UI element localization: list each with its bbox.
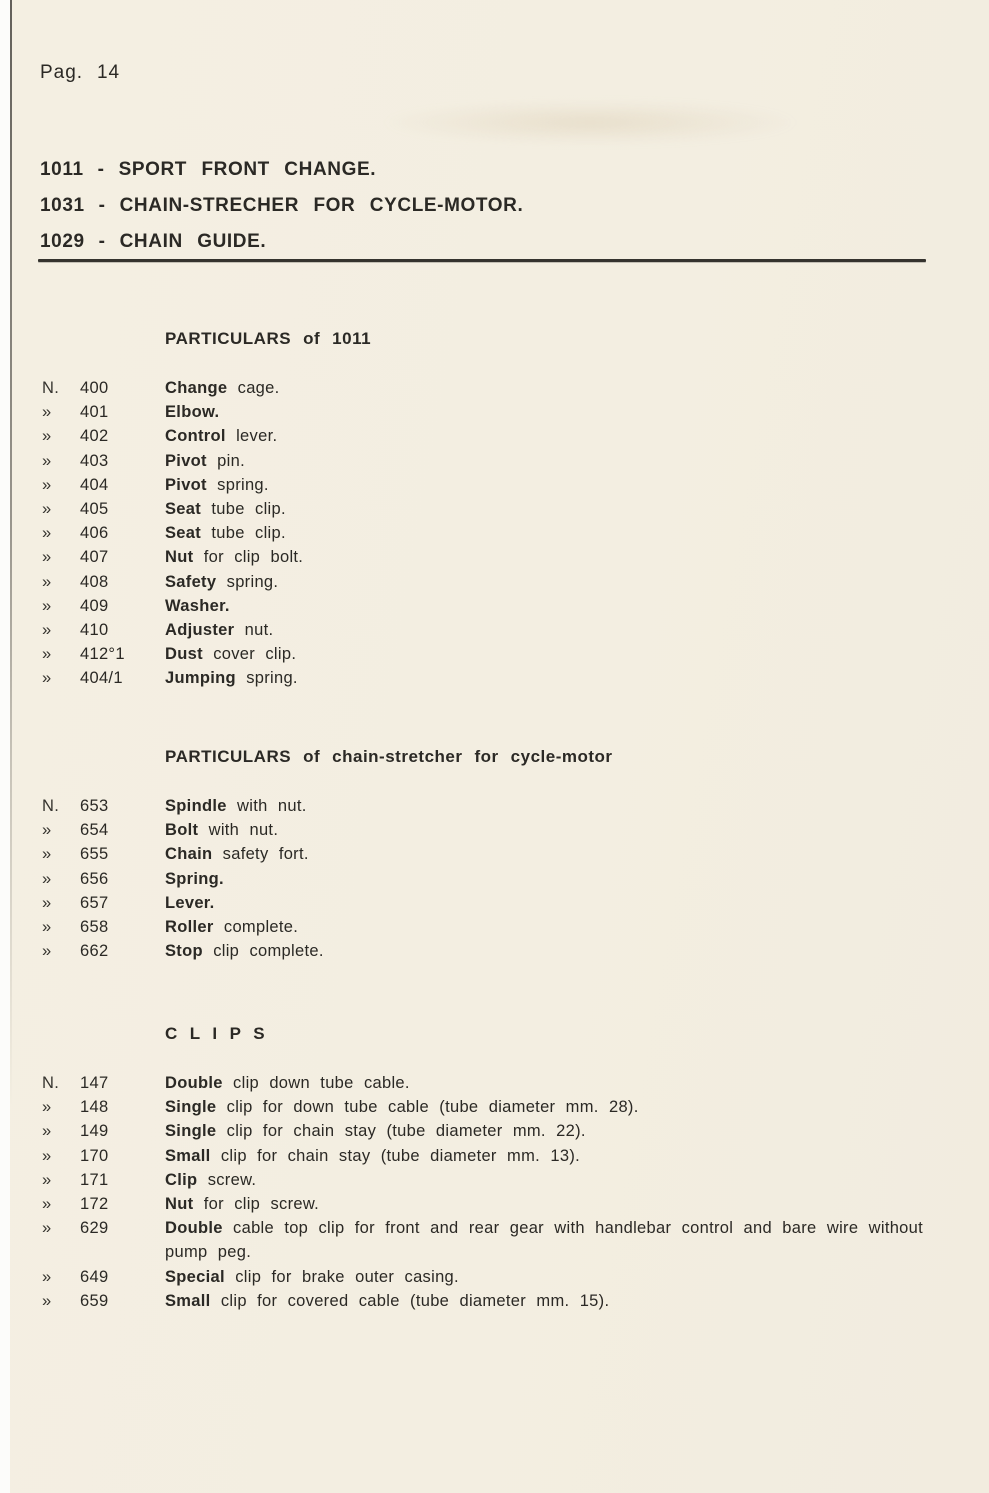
parts-list xyxy=(42,794,942,963)
part-description: Safety spring. xyxy=(165,572,279,591)
row-marker: » xyxy=(42,524,52,543)
part-description: Double clip down tube cable. xyxy=(165,1074,410,1092)
part-number: 148 xyxy=(80,1098,109,1117)
row-marker: » xyxy=(42,893,52,912)
part-description: Double cable top clip for front and rear gear with handlebar control and bare wire without pump peg. xyxy=(165,1219,924,1262)
section-particulars-chain-stretcher xyxy=(42,747,942,963)
section-particulars-1011 xyxy=(42,329,942,691)
catalog-entry-number: 1011 xyxy=(40,159,84,180)
part-description: Spindle with nut. xyxy=(165,797,307,815)
catalog-entry-number: 1031 xyxy=(40,195,85,216)
row-marker: » xyxy=(42,1146,52,1165)
header-divider-rule xyxy=(38,259,926,262)
part-description: Washer. xyxy=(165,596,230,615)
catalog-entry-number: 1029 xyxy=(40,231,85,252)
parts-row xyxy=(42,570,942,594)
parts-row xyxy=(42,891,942,915)
parts-row xyxy=(42,794,942,818)
document-header xyxy=(40,159,523,267)
section-heading: PARTICULARS of 1011 xyxy=(165,329,372,348)
part-description: Adjuster nut. xyxy=(165,621,274,640)
catalog-entry xyxy=(40,195,523,231)
parts-row xyxy=(42,618,942,642)
part-description: Roller complete. xyxy=(165,918,299,937)
row-marker: » xyxy=(42,1122,52,1141)
part-description: Clip screw. xyxy=(165,1170,257,1189)
part-description: Lever. xyxy=(165,893,215,912)
parts-list xyxy=(42,1071,942,1313)
scan-edge-strip xyxy=(0,0,10,1493)
part-description: Seat tube clip. xyxy=(165,500,286,519)
scan-edge-line xyxy=(10,0,12,1165)
catalog-entry xyxy=(40,159,523,195)
part-description: Elbow. xyxy=(165,403,220,422)
row-marker: » xyxy=(42,669,52,688)
part-number: 149 xyxy=(80,1122,109,1141)
row-marker: » xyxy=(42,1267,52,1286)
part-description: Dust cover clip. xyxy=(165,645,297,664)
part-number: 656 xyxy=(80,869,109,888)
row-marker: » xyxy=(42,572,52,591)
part-number: 657 xyxy=(80,893,109,912)
row-marker: » xyxy=(42,621,52,640)
part-number: 170 xyxy=(80,1146,109,1165)
parts-row xyxy=(42,1289,942,1313)
part-number: 655 xyxy=(80,845,109,864)
row-marker: » xyxy=(42,942,52,961)
part-number: 401 xyxy=(80,403,109,422)
part-number: 404/1 xyxy=(80,669,123,688)
catalog-entry-title: SPORT FRONT CHANGE. xyxy=(118,159,377,180)
part-number: 406 xyxy=(80,524,109,543)
row-marker: » xyxy=(42,1195,52,1214)
part-description: Single clip for down tube cable (tube diameter mm. 28). xyxy=(165,1098,639,1117)
row-marker: » xyxy=(42,475,52,494)
part-description: Seat tube clip. xyxy=(165,524,286,543)
part-number: 403 xyxy=(80,451,109,470)
catalog-entry-title: CHAIN GUIDE. xyxy=(119,231,267,252)
parts-row xyxy=(42,376,942,400)
parts-row xyxy=(42,818,942,842)
parts-row xyxy=(42,1192,942,1216)
part-number: 400 xyxy=(80,379,109,397)
row-marker: N. xyxy=(42,1074,60,1092)
part-description: Spring. xyxy=(165,869,224,888)
parts-row xyxy=(42,1168,942,1192)
parts-row xyxy=(42,1216,942,1264)
row-marker: » xyxy=(42,500,52,519)
row-marker: » xyxy=(42,451,52,470)
part-number: 659 xyxy=(80,1291,109,1310)
part-number: 653 xyxy=(80,797,109,815)
row-marker: » xyxy=(42,869,52,888)
part-number: 662 xyxy=(80,942,109,961)
part-number: 649 xyxy=(80,1267,109,1286)
parts-row xyxy=(42,915,942,939)
row-marker: » xyxy=(42,821,52,840)
part-number: 658 xyxy=(80,918,109,937)
print-bleed-through xyxy=(380,100,800,145)
part-description: Pivot pin. xyxy=(165,451,245,470)
row-marker: » xyxy=(42,427,52,446)
parts-row xyxy=(42,545,942,569)
part-number: 654 xyxy=(80,821,109,840)
part-description: Jumping spring. xyxy=(165,669,298,688)
row-marker: N. xyxy=(42,379,60,397)
catalog-entry-title: CHAIN-STRECHER FOR CYCLE-MOTOR. xyxy=(119,195,524,216)
row-marker: » xyxy=(42,548,52,567)
parts-row xyxy=(42,642,942,666)
part-description: Single clip for chain stay (tube diameter mm. 22). xyxy=(165,1122,586,1141)
parts-row xyxy=(42,449,942,473)
parts-row xyxy=(42,1265,942,1289)
row-marker: » xyxy=(42,1098,52,1117)
part-description: Chain safety fort. xyxy=(165,845,309,864)
part-description: Small clip for covered cable (tube diameter mm. 15). xyxy=(165,1291,610,1310)
parts-row xyxy=(42,400,942,424)
part-description: Special clip for brake outer casing. xyxy=(165,1267,459,1286)
part-description: Small clip for chain stay (tube diameter mm. 13). xyxy=(165,1146,580,1165)
part-number: 147 xyxy=(80,1074,109,1092)
catalog-entry-dash: - xyxy=(98,195,106,216)
parts-row xyxy=(42,939,942,963)
part-number: 171 xyxy=(80,1170,109,1189)
part-number: 404 xyxy=(80,475,109,494)
part-description: Control lever. xyxy=(165,427,278,446)
part-number: 408 xyxy=(80,572,109,591)
part-number: 412°1 xyxy=(80,645,125,664)
row-marker: N. xyxy=(42,797,60,815)
part-description: Bolt with nut. xyxy=(165,821,279,840)
parts-row xyxy=(42,867,942,891)
catalog-entry-dash: - xyxy=(97,159,105,180)
section-clips xyxy=(42,1024,942,1313)
row-marker: » xyxy=(42,845,52,864)
parts-row xyxy=(42,1119,942,1143)
row-marker: » xyxy=(42,918,52,937)
parts-row xyxy=(42,521,942,545)
part-description: Pivot spring. xyxy=(165,475,269,494)
row-marker: » xyxy=(42,403,52,422)
section-heading: C L I P S xyxy=(165,1024,266,1043)
part-number: 410 xyxy=(80,621,109,640)
part-number: 402 xyxy=(80,427,109,446)
catalog-entry-dash: - xyxy=(98,231,106,252)
row-marker: » xyxy=(42,1219,52,1238)
row-marker: » xyxy=(42,1170,52,1189)
parts-row xyxy=(42,1144,942,1168)
parts-row xyxy=(42,666,942,690)
part-number: 409 xyxy=(80,596,109,615)
part-description: Nut for clip bolt. xyxy=(165,548,304,567)
part-description: Nut for clip screw. xyxy=(165,1195,320,1214)
part-description: Change cage. xyxy=(165,379,280,397)
parts-row xyxy=(42,594,942,618)
part-description: Stop clip complete. xyxy=(165,942,324,961)
parts-row xyxy=(42,842,942,866)
section-heading: PARTICULARS of chain-stretcher for cycle-motor xyxy=(165,747,613,766)
part-number: 405 xyxy=(80,500,109,519)
parts-row xyxy=(42,497,942,521)
part-number: 172 xyxy=(80,1195,109,1214)
part-number: 629 xyxy=(80,1219,109,1238)
part-number: 407 xyxy=(80,548,109,567)
row-marker: » xyxy=(42,1291,52,1310)
row-marker: » xyxy=(42,596,52,615)
parts-list xyxy=(42,376,942,691)
page-number-label: Pag. 14 xyxy=(40,62,121,83)
parts-row xyxy=(42,1071,942,1095)
parts-row xyxy=(42,473,942,497)
row-marker: » xyxy=(42,645,52,664)
parts-row xyxy=(42,1095,942,1119)
parts-row xyxy=(42,424,942,448)
